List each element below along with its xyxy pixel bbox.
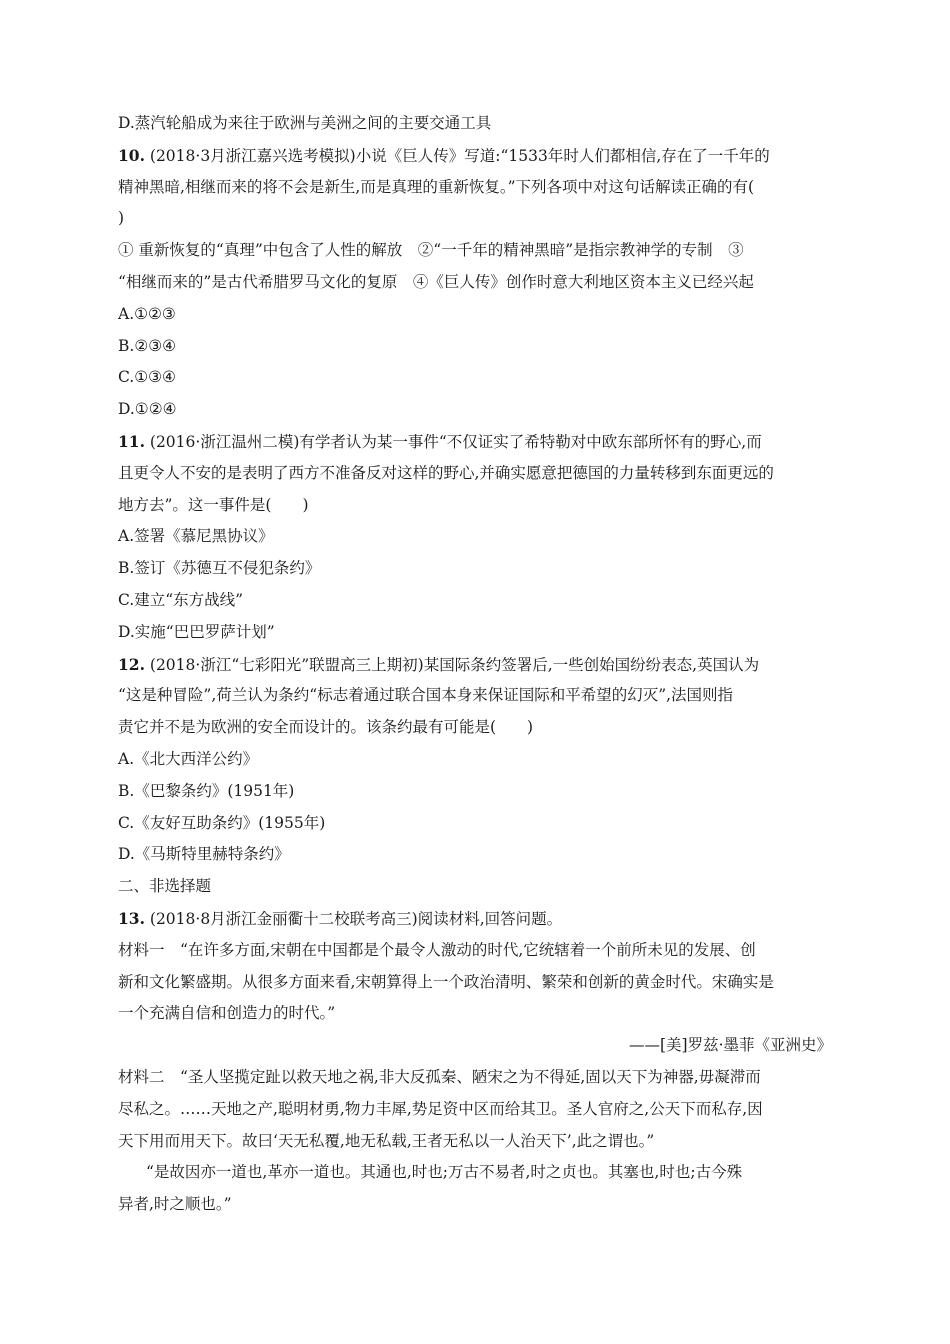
line-text: 尽私之。……天地之产,聪明材勇,物力丰犀,势足资中区而给其卫。圣人官府之,公天下而私存,因 <box>118 1099 763 1118</box>
text-line <box>118 553 832 585</box>
text-line <box>118 998 832 1030</box>
line-text: 异者,时之顺也。” <box>118 1195 232 1214</box>
line-text: 地方去”。这一事件是( ) <box>118 495 309 514</box>
line-text: A.《北大西洋公约》 <box>118 749 259 768</box>
line-text: C.建立“东方战线” <box>118 590 244 609</box>
line-text: ) <box>118 209 125 228</box>
text-line <box>118 744 832 776</box>
text-line <box>118 1189 832 1221</box>
question-number: 10. <box>118 145 145 165</box>
line-text: (2018·浙江“七彩阳光”联盟高三上期初)某国际条约签署后,一些创始国纷纷表态,英国认为 <box>144 655 760 674</box>
line-text: D.①②④ <box>118 400 177 419</box>
text-line <box>118 458 832 490</box>
text-line <box>118 108 832 140</box>
text-line <box>118 1062 832 1094</box>
line-text: 天下用而用天下。故曰‘天无私覆,地无私载,王者无私以一人治天下’,此之谓也。” <box>118 1131 655 1150</box>
text-line <box>118 585 832 617</box>
text-line <box>118 808 832 840</box>
line-text: B.签订《苏德互不侵犯条约》 <box>118 559 321 578</box>
text-line <box>118 172 832 204</box>
text-line <box>118 617 832 649</box>
text-line <box>118 1126 832 1158</box>
text-line <box>118 1030 832 1062</box>
line-text: 材料二 “圣人坚揽定趾以救天地之祸,非大反孤秦、陋宋之为不得延,固以天下为神器,毋凝滞而 <box>118 1067 761 1086</box>
line-text: “是故因亦一道也,革亦一道也。其通也,时也;万古不易者,时之贞也。其塞也,时也;古今殊 <box>146 1163 743 1182</box>
line-text: A.签署《慕尼黑协议》 <box>118 527 274 546</box>
text-line <box>118 967 832 999</box>
question-number: 12. <box>118 654 145 674</box>
line-text: 新和文化繁盛期。从很多方面来看,宋朝算得上一个政治清明、繁荣和创新的黄金时代。宋确实是 <box>118 972 774 991</box>
line-text: ——[美]罗兹·墨菲《亚洲史》 <box>628 1036 832 1055</box>
line-text: D.《马斯特里赫特条约》 <box>118 845 290 864</box>
text-line <box>118 1094 832 1126</box>
text-line <box>118 426 832 458</box>
text-line <box>118 235 832 267</box>
text-line <box>118 776 832 808</box>
line-text: (2018·8月浙江金丽衢十二校联考高三)阅读材料,回答问题。 <box>144 909 563 928</box>
text-line <box>118 140 832 172</box>
line-text: C.①③④ <box>118 368 176 387</box>
text-line <box>118 871 832 903</box>
text-line <box>118 299 832 331</box>
document-page <box>118 108 832 1221</box>
line-text: 一个充满自信和创造力的时代。” <box>118 1004 336 1023</box>
line-text: 二、非选择题 <box>118 877 212 896</box>
line-text: D.蒸汽轮船成为来往于欧洲与美洲之间的主要交通工具 <box>118 114 492 132</box>
line-text: 且更令人不安的是表明了西方不准备反对这样的野心,并确实愿意把德国的力量转移到东面更远的 <box>118 463 774 482</box>
line-text: B.《巴黎条约》(1951年) <box>118 781 295 800</box>
text-line <box>118 903 832 935</box>
text-line <box>118 680 832 712</box>
text-line <box>118 935 832 967</box>
question-number: 11. <box>118 431 145 451</box>
text-line <box>118 490 832 522</box>
line-text: ① 重新恢复的“真理”中包含了人性的解放 ②“一千年的精神黑暗”是指宗教神学的专制 ③ <box>118 241 744 260</box>
line-text: “相继而来的”是古代希腊罗马文化的复原 ④《巨人传》创作时意大利地区资本主义已经兴起 <box>118 272 754 291</box>
text-line <box>118 203 832 235</box>
line-text: (2018·3月浙江嘉兴选考模拟)小说《巨人传》写道:“1533年时人们都相信,存在了一千年的 <box>144 146 770 165</box>
line-text: 材料一 “在许多方面,宋朝在中国都是个最令人激动的时代,它统辖着一个前所未见的发展、创 <box>118 940 756 959</box>
line-text: B.②③④ <box>118 336 177 355</box>
line-text: “这是种冒险”,荷兰认为条约“标志着通过联合国本身来保证国际和平希望的幻灭”,法国则指 <box>118 686 734 705</box>
text-line <box>118 1157 832 1189</box>
line-text: D.实施“巴巴罗萨计划” <box>118 622 275 641</box>
text-line <box>118 649 832 681</box>
text-line <box>118 331 832 363</box>
text-line <box>118 394 832 426</box>
text-line <box>118 267 832 299</box>
line-text: 责它并不是为欧洲的安全而设计的。该条约最有可能是( ) <box>118 718 534 737</box>
text-line <box>118 712 832 744</box>
question-number: 13. <box>118 908 145 928</box>
text-line <box>118 521 832 553</box>
line-text: A.①②③ <box>118 304 176 323</box>
line-text: C.《友好互助条约》(1955年) <box>118 813 326 832</box>
line-text: (2016·浙江温州二模)有学者认为某一事件“不仅证实了希特勒对中欧东部所怀有的野心,而 <box>144 432 762 451</box>
line-text: 精神黑暗,相继而来的将不会是新生,而是真理的重新恢复。”下列各项中对这句话解读正确的有( <box>118 177 755 196</box>
text-line <box>118 362 832 394</box>
text-line <box>118 839 832 871</box>
